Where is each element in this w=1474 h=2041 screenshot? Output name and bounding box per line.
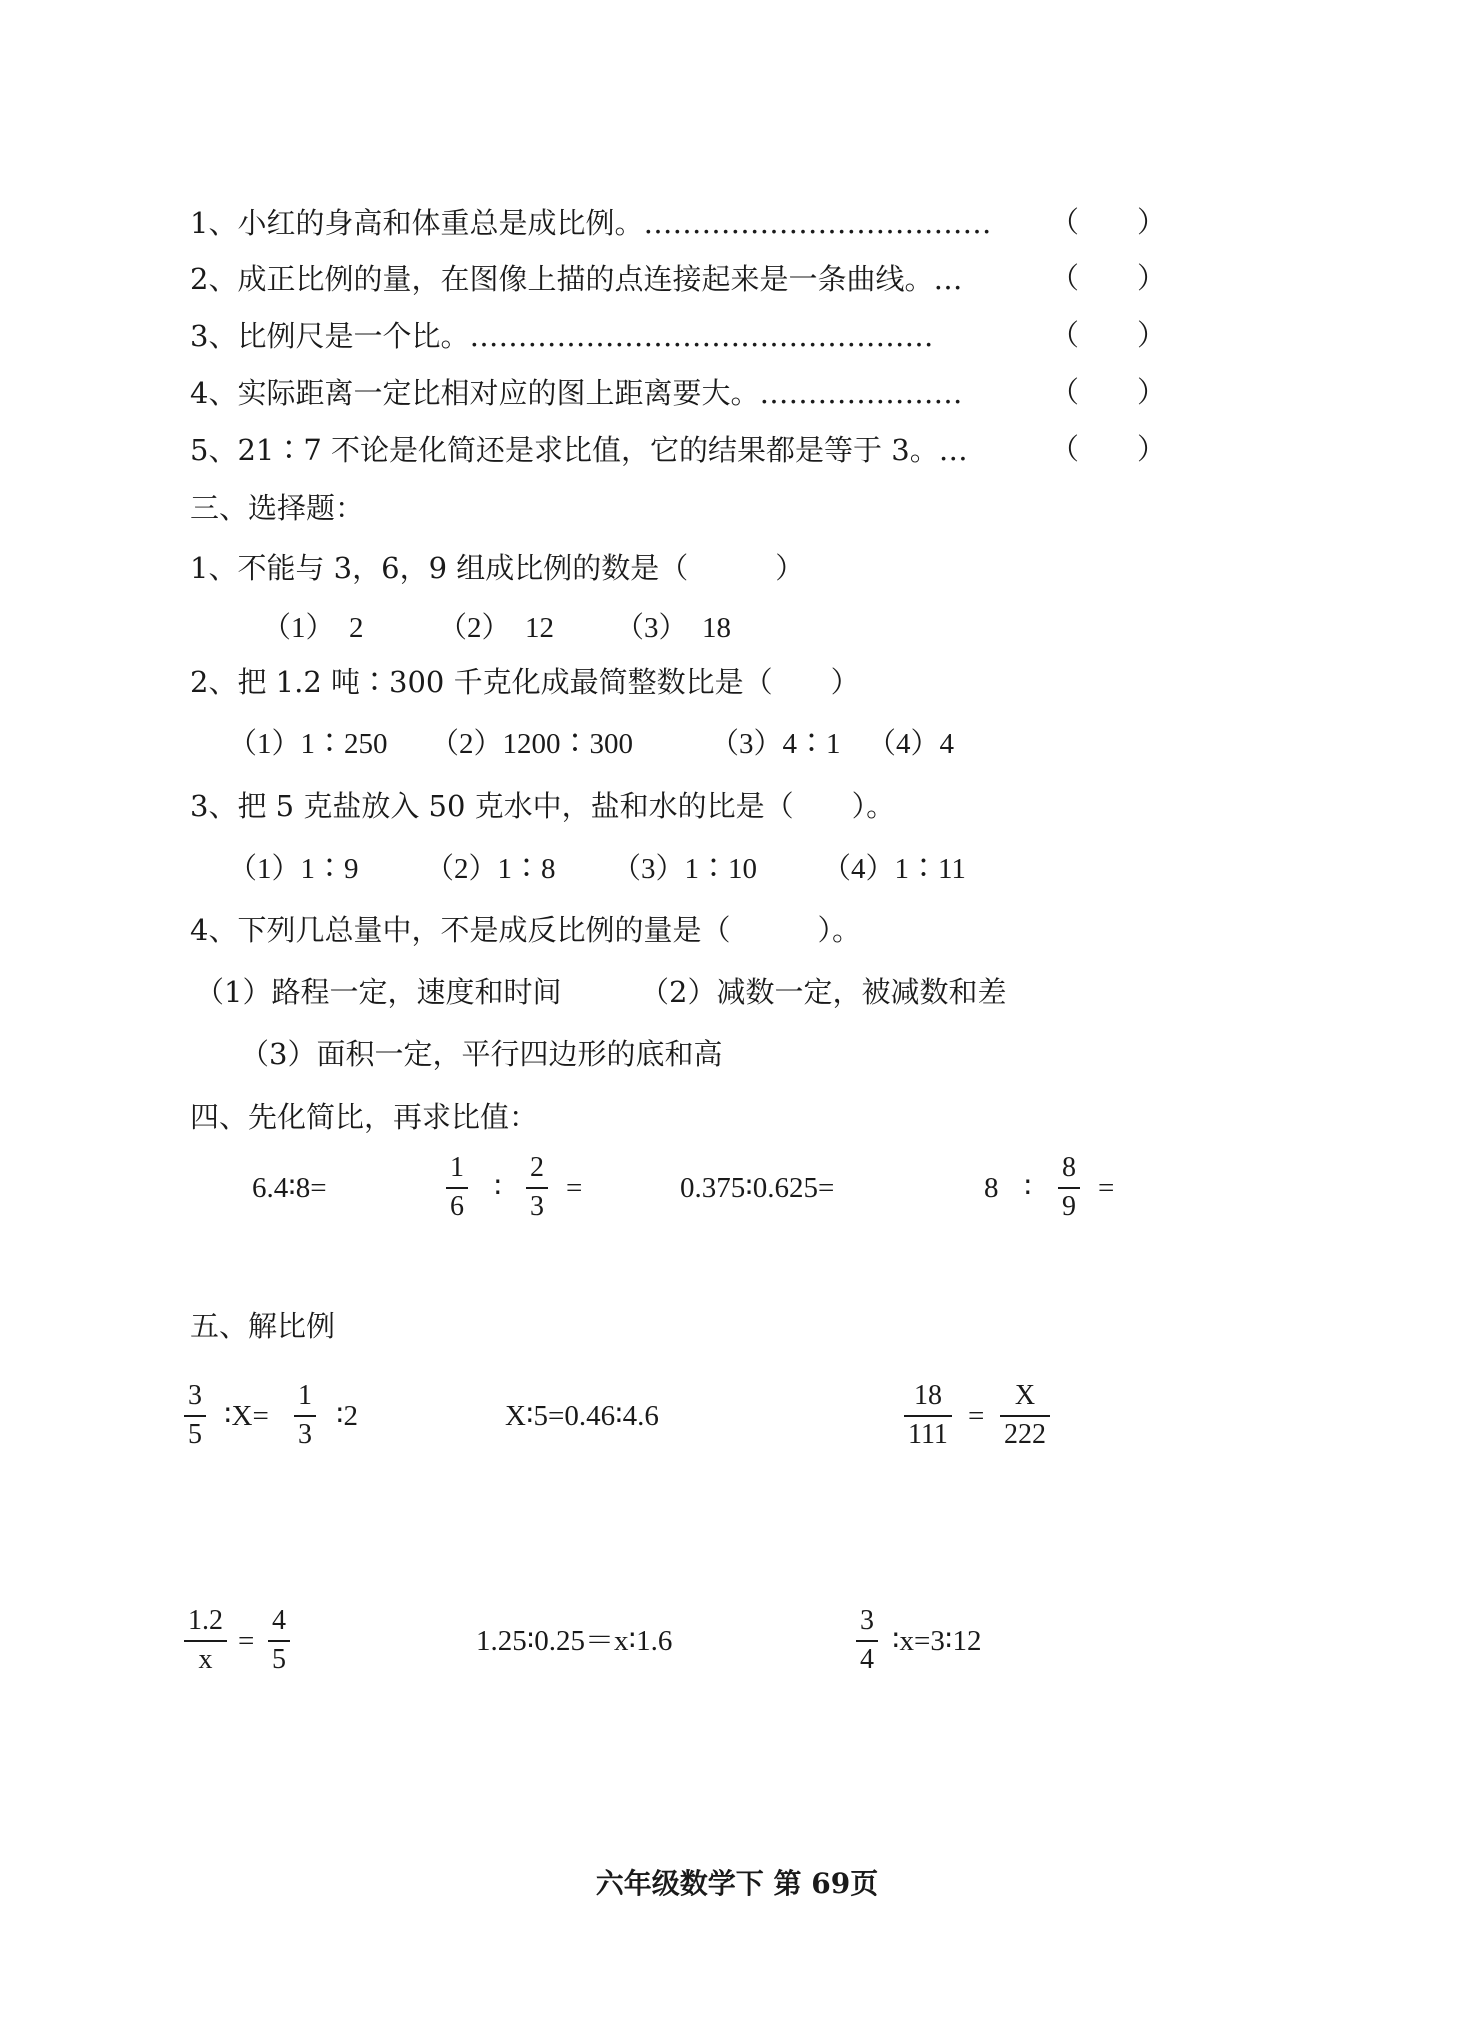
numerator: 1 — [298, 1380, 312, 1411]
fraction-one-third — [294, 1380, 316, 1451]
page-footer: 六年级数学下 第 69页 — [595, 1867, 879, 1900]
ratio-colon: ∶ — [1024, 1172, 1032, 1204]
denominator: 3 — [530, 1191, 544, 1222]
answer-paren[interactable]: （ ） — [1050, 434, 1167, 466]
fraction-bar — [294, 1415, 316, 1417]
section-5-heading: 五、解比例 — [190, 1309, 336, 1343]
mc-q1-option-1[interactable]: （1） 2 — [262, 612, 364, 644]
fraction-bar — [904, 1415, 952, 1417]
numerator: 4 — [272, 1605, 286, 1636]
fraction-four-fifths — [268, 1605, 290, 1676]
mc-q1-stem: 1、不能与 3，6，9 组成比例的数是（ ） — [190, 551, 805, 585]
simplify-expr-3: 0.375∶0.625= — [680, 1172, 835, 1204]
mc-q3-option-1[interactable]: （1）1∶9 — [228, 853, 359, 885]
ratio-colon: ∶ — [494, 1172, 502, 1204]
equals-sign: = — [238, 1625, 255, 1657]
tf-item-text: 5、21∶7 不论是化简还是求比值，它的结果都是等于 3。 — [190, 433, 939, 467]
denominator: 6 — [450, 1191, 464, 1222]
fraction-bar — [1000, 1415, 1050, 1417]
answer-paren[interactable]: （ ） — [1050, 377, 1167, 409]
equals-sign: = — [566, 1172, 583, 1204]
mc-q2-option-1[interactable]: （1）1∶250 — [228, 728, 388, 760]
section-3-heading: 三、选择题： — [190, 491, 365, 525]
tf-item-text: 3、比例尺是一个比。 — [190, 319, 470, 353]
mc-q2-stem: 2、把 1.2 吨∶300 千克化成最简整数比是（ ） — [190, 665, 860, 699]
fraction-two-thirds — [526, 1152, 548, 1223]
mc-q2-option-4[interactable]: （4）4 — [867, 728, 955, 760]
equals-sign: = — [1098, 1172, 1115, 1204]
tf-item-1 — [190, 203, 991, 243]
mc-q3-option-2[interactable]: （2）1∶8 — [425, 853, 556, 885]
tf-item-4 — [190, 373, 962, 413]
mc-q3-option-4[interactable]: （4）1∶11 — [822, 853, 966, 885]
leader-dots: ………………… — [759, 376, 963, 410]
equals-sign: = — [968, 1400, 985, 1432]
mc-q1-option-2[interactable]: （2） 12 — [438, 612, 555, 644]
proportion-mid: ∶X= — [224, 1400, 269, 1432]
numerator: 3 — [860, 1605, 874, 1636]
simplify-expr-1: 6.4∶8= — [252, 1172, 327, 1204]
fraction-one-sixth — [446, 1152, 468, 1223]
fraction-bar — [526, 1187, 548, 1189]
tf-item-3 — [190, 316, 933, 356]
denominator: 222 — [1004, 1419, 1046, 1450]
fraction-three-fifths — [184, 1380, 206, 1451]
leader-dots: ……………………………… — [643, 206, 992, 240]
leader-dots: … — [938, 433, 968, 467]
denominator: 5 — [188, 1419, 202, 1450]
numerator: 1 — [450, 1152, 464, 1183]
fraction-18-over-111 — [904, 1380, 952, 1451]
mc-q2-option-2[interactable]: （2）1200∶300 — [430, 728, 634, 760]
tf-item-text: 4、实际距离一定比相对应的图上距离要大。 — [190, 376, 760, 410]
fraction-eight-ninths — [1058, 1152, 1080, 1223]
mc-q4-option-2[interactable]: （2）减数一定，被减数和差 — [640, 975, 1007, 1009]
mc-q4-stem: 4、下列几总量中，不是成反比例的量是（ ）。 — [190, 913, 861, 947]
proportion-2: X∶5=0.46∶4.6 — [505, 1400, 659, 1432]
numerator: X — [1014, 1380, 1036, 1411]
numerator: 18 — [913, 1380, 942, 1411]
denominator: 9 — [1062, 1191, 1076, 1222]
tf-item-5 — [190, 430, 968, 470]
simplify-expr-4-lead: 8 — [984, 1172, 999, 1204]
numerator: 8 — [1062, 1152, 1076, 1183]
fraction-x-over-222 — [1000, 1380, 1050, 1451]
proportion-5: 1.25∶0.25＝x∶1.6 — [476, 1625, 673, 1657]
denominator: 3 — [298, 1419, 312, 1450]
leader-dots: ………………………………………… — [469, 319, 934, 353]
mc-q3-stem: 3、把 5 克盐放入 50 克水中，盐和水的比是（ ）。 — [190, 789, 896, 823]
fraction-1-2-over-x — [184, 1605, 227, 1676]
numerator: 3 — [188, 1380, 202, 1411]
fraction-bar — [268, 1640, 290, 1642]
answer-paren[interactable]: （ ） — [1050, 207, 1167, 239]
fraction-bar — [446, 1187, 468, 1189]
answer-paren[interactable]: （ ） — [1050, 263, 1167, 295]
denominator: 5 — [272, 1644, 286, 1675]
proportion-tail: ∶2 — [336, 1400, 359, 1432]
leader-dots: … — [933, 262, 963, 296]
proportion-6-tail: ∶x=3∶12 — [892, 1625, 982, 1657]
fraction-bar — [1058, 1187, 1080, 1189]
answer-paren[interactable]: （ ） — [1050, 320, 1167, 352]
tf-item-text: 1、小红的身高和体重总是成比例。 — [190, 206, 644, 240]
denominator: x — [198, 1644, 213, 1675]
mc-q4-option-3[interactable]: （3）面积一定，平行四边形的底和高 — [240, 1037, 723, 1071]
fraction-three-quarters — [856, 1605, 878, 1676]
denominator: 111 — [908, 1419, 948, 1450]
denominator: 4 — [860, 1644, 874, 1675]
fraction-bar — [184, 1640, 227, 1642]
tf-item-text: 2、成正比例的量，在图像上描的点连接起来是一条曲线。 — [190, 262, 934, 296]
section-4-heading: 四、先化简比，再求比值： — [190, 1100, 539, 1134]
mc-q4-option-1[interactable]: （1）路程一定，速度和时间 — [195, 975, 562, 1009]
fraction-bar — [184, 1415, 206, 1417]
numerator: 1.2 — [188, 1605, 223, 1636]
tf-item-2 — [190, 259, 962, 299]
fraction-bar — [856, 1640, 878, 1642]
mc-q1-option-3[interactable]: （3） 18 — [615, 612, 732, 644]
numerator: 2 — [530, 1152, 544, 1183]
mc-q2-option-3[interactable]: （3）4∶1 — [710, 728, 841, 760]
mc-q3-option-3[interactable]: （3）1∶10 — [612, 853, 758, 885]
